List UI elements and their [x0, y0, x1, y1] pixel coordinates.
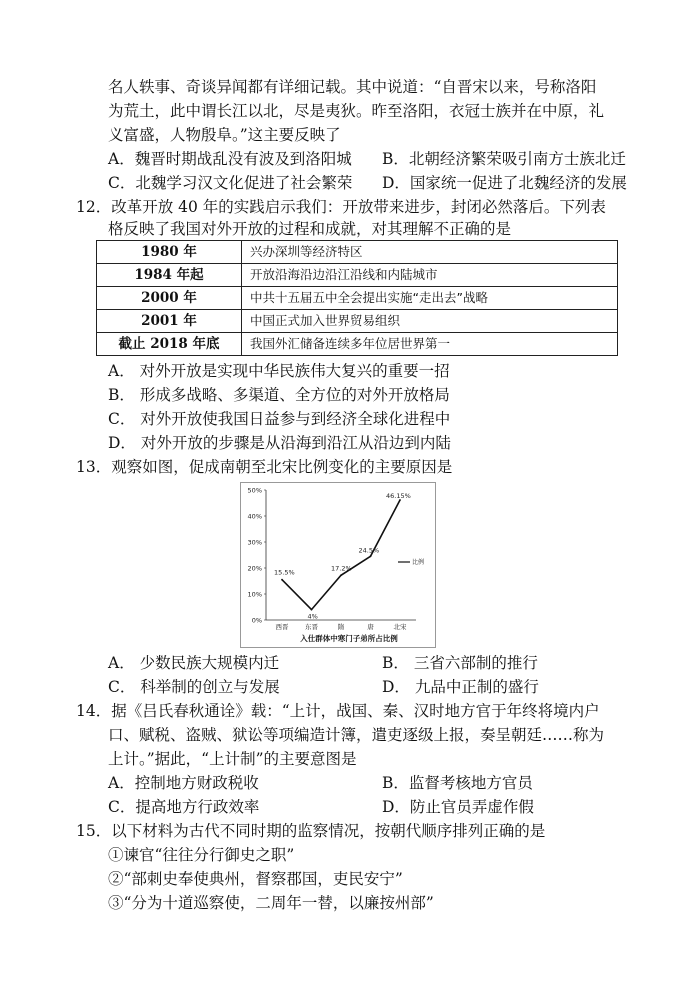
q11-text-line-1: 名人轶事、奇谈异闻都有详细记载。其中说道：“自晋宋以来，号称洛阳: [108, 78, 597, 96]
table-event-cell: 中共十五届五中全会提出实施“走出去”战略: [242, 287, 618, 310]
q14-option-d: D．防止官员弄虚作假: [382, 798, 534, 816]
q14-number: 14．: [76, 702, 112, 720]
q12-number: 12．: [76, 198, 112, 216]
q13-text: 观察如图，促成南朝至北宋比例变化的主要原因是: [111, 458, 453, 476]
x-tick-label: 西晋: [275, 623, 289, 631]
table-row: [97, 241, 618, 264]
table-event-cell: 我国外汇储备连续多年位居世界第一: [242, 333, 618, 356]
table-row: [97, 333, 618, 356]
data-label: 24.5%: [358, 546, 380, 555]
q13-option-d: D． 九品中正制的盛行: [382, 678, 539, 696]
y-tick-label: 20%: [247, 564, 262, 573]
q12-question: [76, 196, 606, 218]
data-point: [311, 609, 313, 611]
table-year-cell: 2001 年: [97, 310, 242, 333]
chart-svg: [240, 482, 436, 648]
y-tick-label: 0%: [251, 616, 262, 625]
q11-option-a: A．魏晋时期战乱没有波及到洛阳城: [108, 150, 352, 168]
table-event-cell: 中国正式加入世界贸易组织: [242, 310, 618, 333]
q14-text-line-1: 据《吕氏春秋通诠》载：“上计，战国、秦、汉时地方官于年终将境内户: [111, 702, 600, 720]
q13-line-chart: [240, 482, 436, 648]
q13-option-b: B． 三省六部制的推行: [382, 654, 538, 672]
q11-text-line-2: 为荒土，此中谓长江以北，尽是夷狄。昨至洛阳，衣冠士族并在中原，礼: [108, 102, 605, 120]
q15-text: 以下材料为古代不同时期的监察情况，按朝代顺序排列正确的是: [111, 822, 546, 840]
y-tick-label: 40%: [247, 512, 262, 521]
q15-item-3: ③“分为十道巡察使，二周年一替，以廉按州部”: [108, 894, 434, 912]
y-tick-label: 10%: [247, 590, 262, 599]
legend-label: 比例: [412, 559, 425, 566]
y-tick-label: 50%: [247, 486, 262, 495]
table-row: [97, 287, 618, 310]
q13-option-c: C． 科举制的创立与发展: [108, 678, 280, 696]
y-tick-label: 30%: [247, 538, 262, 547]
q11-option-b: B．北朝经济繁荣吸引南方士族北迁: [382, 150, 626, 168]
q15-number: 15．: [76, 822, 112, 840]
table-event-cell: 兴办深圳等经济特区: [242, 241, 618, 264]
table-year-cell: 截止 2018 年底: [97, 333, 242, 356]
q15-item-1: ①谏官“往往分行御史之职”: [108, 846, 295, 864]
x-axis-title: 入仕群体中寒门子弟所占比例: [300, 634, 398, 643]
x-tick-label: 隋: [337, 623, 345, 631]
q13-option-a: A． 少数民族大规模内迁: [108, 654, 280, 672]
q14-option-b: B．监督考核地方官员: [382, 774, 533, 792]
data-point: [281, 579, 283, 581]
q14-question: [76, 700, 600, 722]
q11-text-line-3: 义富盛，人物殷阜。”这主要反映了: [108, 126, 341, 144]
table-row: [97, 310, 618, 333]
data-point: [340, 574, 342, 576]
q12-option-d: D． 对外开放的步骤是从沿海到沿江从沿边到内陆: [108, 434, 451, 452]
q12-option-c: C． 对外开放使我国日益参与到经济全球化进程中: [108, 410, 451, 428]
data-label: 17.2%: [331, 564, 352, 573]
q14-option-a: A．控制地方财政税收: [108, 774, 259, 792]
q14-option-c: C．提高地方行政效率: [108, 798, 260, 816]
q14-text-line-3: 上计。”据此，“上计制”的主要意图是: [108, 750, 357, 768]
data-label: 15.5%: [274, 568, 295, 577]
table-year-cell: 1980 年: [97, 241, 242, 264]
q13-number: 13．: [76, 458, 112, 476]
q15-item-2: ②“部刺史奉使典州，督察郡国，吏民安宁”: [108, 870, 403, 888]
q12-text-line-2: 格反映了我国对外开放的过程和成就，对其理解不正确的是: [108, 220, 512, 238]
x-tick-label: 东晋: [305, 623, 318, 631]
q12-timeline-table: [96, 240, 618, 356]
table-row: [97, 264, 618, 287]
q11-option-c: C．北魏学习汉文化促进了社会繁荣: [108, 174, 353, 192]
data-label: 4%: [307, 612, 318, 621]
table-year-cell: 1984 年起: [97, 264, 242, 287]
q12-option-a: A． 对外开放是实现中华民族伟大复兴的重要一招: [108, 362, 450, 380]
q14-text-line-2: 口、赋税、盗贼、狱讼等项编造计簿，遣吏逐级上报，奏呈朝廷……称为: [108, 726, 605, 744]
x-tick-label: 唐: [367, 623, 374, 631]
q12-text-line-1: 改革开放 40 年的实践启示我们：开放带来进步，封闭必然落后。下列表: [111, 198, 606, 216]
q13-question: [76, 456, 452, 478]
q15-question: [76, 820, 545, 842]
x-tick-label: 北宋: [393, 623, 407, 631]
data-label: 46.15%: [386, 492, 411, 501]
data-point: [370, 555, 372, 557]
table-year-cell: 2000 年: [97, 287, 242, 310]
q12-option-b: B． 形成多战略、多渠道、全方位的对外开放格局: [108, 386, 450, 404]
q11-option-d: D．国家统一促进了北魏经济的发展: [382, 174, 627, 192]
table-event-cell: 开放沿海沿边沿江沿线和内陆城市: [242, 264, 618, 287]
